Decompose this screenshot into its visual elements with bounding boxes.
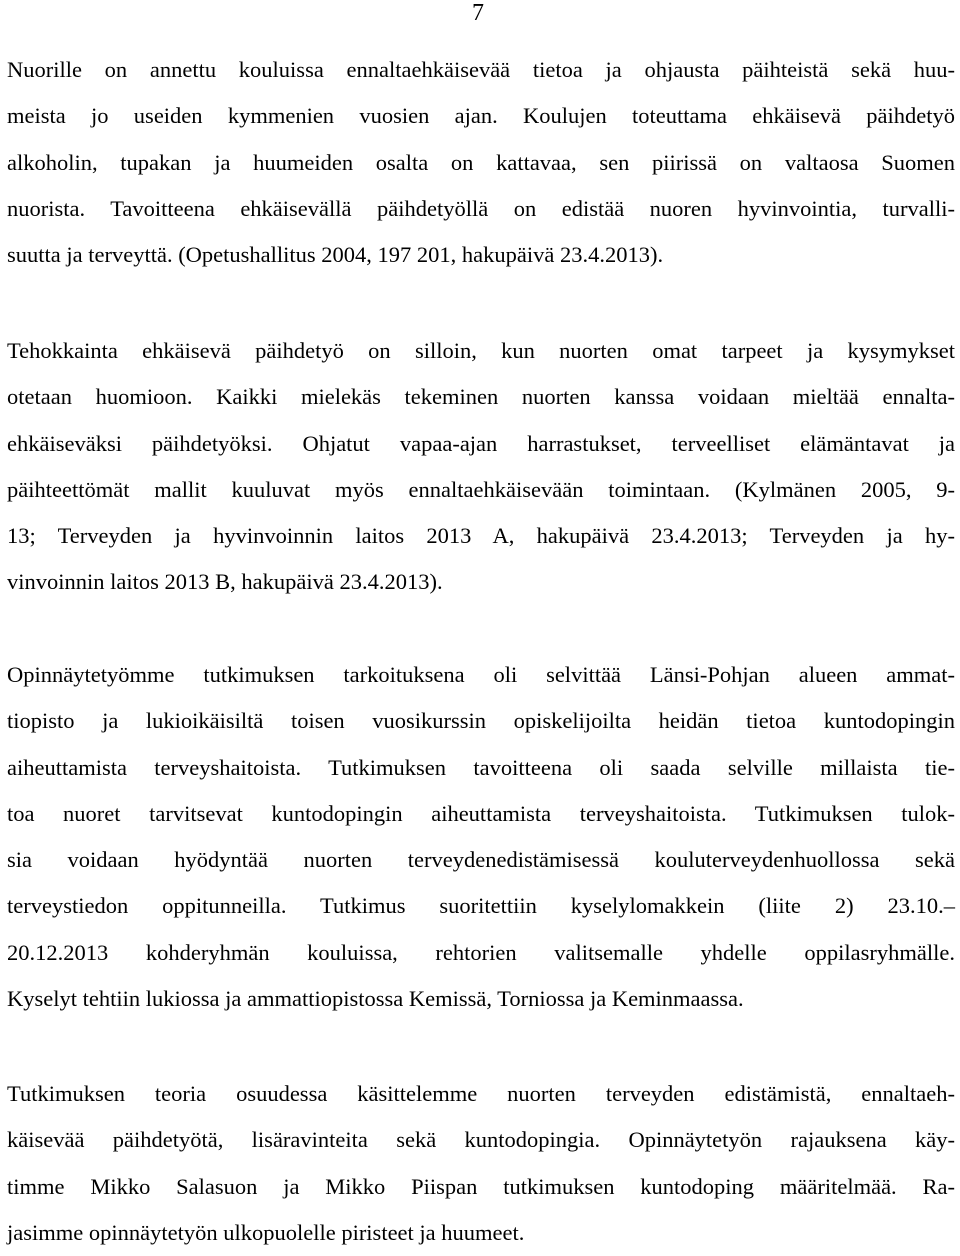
text-line: nuorista. Tavoitteena ehkäisevällä päihdetyöllä on edistää nuoren hyvinvointia, turvalli-: [7, 195, 955, 221]
text-line: Tehokkainta ehkäisevä päihdetyö on silloin, kun nuorten omat tarpeet ja kysymykset: [7, 338, 955, 363]
paragraph-4: [7, 1071, 955, 1256]
text-line: Nuorille on annettu kouluissa ennaltaehkäisevää tietoa ja ohjausta päihteistä sekä huu-: [7, 57, 955, 82]
text-line: suutta ja terveyttä. (Opetushallitus 2004, 197 201, hakupäivä 23.4.2013).: [7, 242, 664, 268]
page-number: 7: [472, 0, 484, 26]
text-line: timme Mikko Salasuon ja Mikko Piispan tutkimuksen kuntodoping määritelmää. Ra-: [7, 1173, 955, 1199]
text-line: ehkäiseväksi päihdetyöksi. Ohjatut vapaa-ajan harrastukset, terveelliset elämäntavat ja: [7, 430, 955, 456]
text-line: Tutkimuksen teoria osuudessa käsittelemme nuorten terveyden edistämistä, ennaltaeh-: [7, 1081, 955, 1106]
text-line: vinvoinnin laitos 2013 B, hakupäivä 23.4.2013).: [7, 569, 443, 595]
text-line: toa nuoret tarvitsevat kuntodopingin aiheuttamista terveyshaitoista. Tutkimuksen tulok-: [7, 800, 955, 826]
text-line: Kyselyt tehtiin lukiossa ja ammattiopistossa Kemissä, Torniossa ja Keminmaassa.: [7, 986, 744, 1012]
text-line: käisevää päihdetyötä, lisäravinteita sekä kuntodopingia. Opinnäytetyön rajauksena käy-: [7, 1127, 955, 1153]
text-line: 13; Terveyden ja hyvinvoinnin laitos 2013 A, hakupäivä 23.4.2013; Terveyden ja hy-: [7, 523, 955, 549]
paragraph-3: [7, 652, 955, 1022]
paragraph-1: [7, 47, 955, 278]
paragraph-2: [7, 328, 955, 606]
text-line: meista jo useiden kymmenien vuosien ajan. Koulujen toteuttama ehkäisevä päihdetyö: [7, 103, 955, 129]
text-line: alkoholin, tupakan ja huumeiden osalta on kattavaa, sen piirissä on valtaosa Suomen: [7, 149, 955, 175]
text-line: aiheuttamista terveyshaitoista. Tutkimuksen tavoitteena oli saada selville millaista tie-: [7, 754, 955, 780]
text-line: tiopisto ja lukioikäisiltä toisen vuosikurssin opiskelijoilta heidän tietoa kuntodopingin: [7, 708, 955, 734]
text-line: otetaan huomioon. Kaikki mielekäs tekeminen nuorten kanssa voidaan mieltää ennalta-: [7, 384, 955, 410]
text-line: jasimme opinnäytetyön ulkopuolelle piristeet ja huumeet.: [7, 1219, 525, 1245]
text-line: terveystiedon oppitunneilla. Tutkimus suoritettiin kyselylomakkein (liite 2) 23.10.–: [7, 893, 955, 919]
text-line: päihteettömät mallit kuuluvat myös ennaltaehkäisevään toimintaan. (Kylmänen 2005, 9-: [7, 476, 955, 502]
text-line: 20.12.2013 kohderyhmän kouluissa, rehtorien valitsemalle yhdelle oppilasryhmälle.: [7, 939, 955, 965]
text-line: sia voidaan hyödyntää nuorten terveydenedistämisessä kouluterveydenhuollossa sekä: [7, 847, 955, 873]
text-line: Opinnäytetyömme tutkimuksen tarkoituksena oli selvittää Länsi-Pohjan alueen ammat-: [7, 662, 955, 687]
